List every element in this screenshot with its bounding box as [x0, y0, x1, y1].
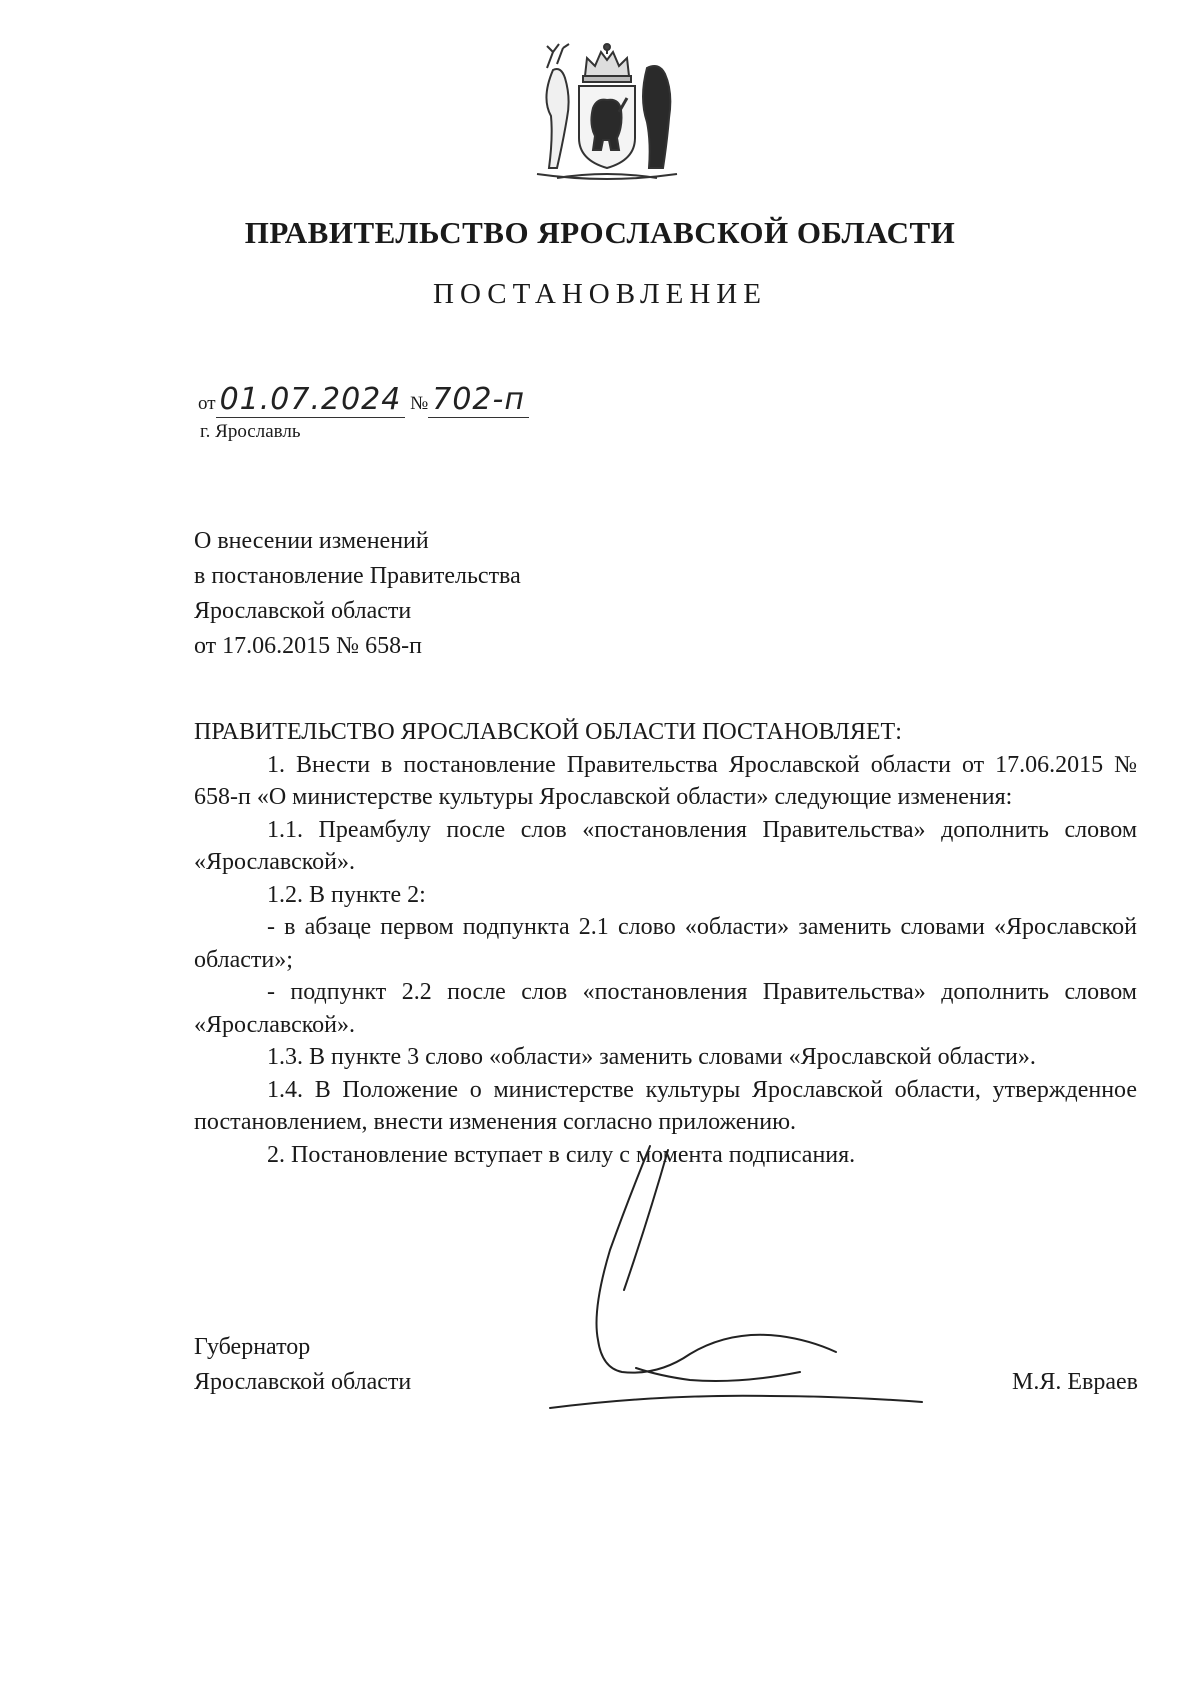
paragraph-1-2-a: - в абзаце первом подпункта 2.1 слово «области» заменить словами «Ярославской области»; — [194, 914, 1137, 973]
from-label: от — [198, 393, 216, 414]
preamble: ПРАВИТЕЛЬСТВО ЯРОСЛАВСКОЙ ОБЛАСТИ ПОСТАНОВЛЯЕТ: — [194, 719, 902, 745]
subject-line: в постановление Правительства — [194, 563, 521, 589]
paragraph-1-2-b: - подпункт 2.2 после слов «постановления Правительства» дополнить словом «Ярославской». — [194, 979, 1137, 1038]
signatory-region: Ярославской области — [194, 1369, 412, 1395]
number-label: № — [410, 393, 429, 414]
signatory-name: М.Я. Евраев — [1012, 1369, 1138, 1395]
subject-line: Ярославской области — [194, 598, 412, 624]
registration-line — [198, 382, 529, 418]
coat-of-arms-emblem — [527, 38, 687, 188]
issuer-title: ПРАВИТЕЛЬСТВО ЯРОСЛАВСКОЙ ОБЛАСТИ — [244, 215, 956, 250]
paragraph-1-2: 1.2. В пункте 2: — [267, 881, 426, 908]
document-type: ПОСТАНОВЛЕНИЕ — [433, 278, 767, 310]
subject-line: О внесении изменений — [194, 528, 429, 554]
subject-line: от 17.06.2015 № 658-п — [194, 633, 422, 659]
paragraph-1: 1. Внести в постановление Правительства Ярославской области от 17.06.2015 № 658-п «О министерстве культуры Ярославской области» следующие изменения: — [194, 751, 1137, 810]
city: г. Ярославль — [200, 421, 301, 442]
signatory-position: Губернатор — [194, 1334, 311, 1360]
document-number: 702-п — [432, 382, 525, 417]
paragraph-2: 2. Постановление вступает в силу с момента подписания. — [267, 1141, 856, 1168]
document-body — [194, 716, 1137, 1171]
paragraph-1-4: 1.4. В Положение о министерстве культуры Ярославской области, утвержденное постановлением, внести изменения согласно приложению. — [194, 1076, 1137, 1135]
paragraph-1-3: 1.3. В пункте 3 слово «области» заменить словами «Ярославской области». — [267, 1044, 1036, 1070]
paragraph-1-1: 1.1. Преамбулу после слов «постановления Правительства» дополнить словом «Ярославской». — [194, 816, 1137, 875]
document-date: 01.07.2024 — [219, 382, 402, 417]
handwritten-signature — [540, 1140, 940, 1440]
